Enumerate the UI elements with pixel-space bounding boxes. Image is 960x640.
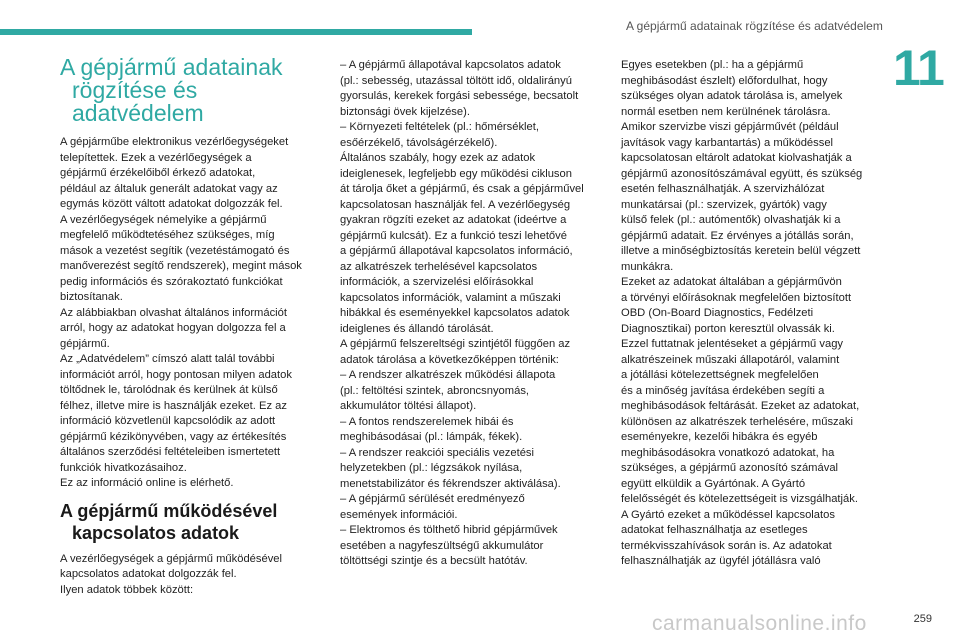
section-heading-line-2: rögzítése és adatvédelem bbox=[72, 77, 204, 126]
text-line: eseményekre, kezelői hibákra és egyéb bbox=[621, 431, 818, 443]
text-line: menetstabilizátor és fékrendszer aktiválása). bbox=[340, 477, 561, 490]
watermark-text: carmanualsonline.info bbox=[652, 612, 867, 635]
column-1 bbox=[60, 56, 322, 598]
text-line: gépjármű adatait. Ez érvényes a jótállás során, bbox=[621, 229, 854, 242]
text-line: helyzetekben (pl.: légzsákok nyílása, bbox=[340, 462, 523, 474]
text-line: felelősségét és kötelezettségeit is vizsgálhatják. bbox=[621, 493, 858, 505]
text-line: – A gépjármű állapotával kapcsolatos adatok bbox=[340, 59, 561, 71]
text-line: ideiglenes és állandó tárolását. bbox=[340, 322, 494, 335]
text-line: felhasználhatják az ügyfél jótállásra való bbox=[621, 555, 821, 567]
text-line: funkciók hivatkozásaihoz. bbox=[60, 461, 187, 474]
text-line: külső felek (pl.: autómentők) olvashatják ki a bbox=[621, 214, 841, 226]
text-line: Diagnosztikai) porton keresztül olvassák ki. bbox=[621, 322, 835, 335]
text-line: – A rendszer alkatrészek működési állapota bbox=[340, 369, 556, 381]
header-accent-bar bbox=[0, 29, 472, 35]
text-line: töltöttségi szintje és a becsült hatótáv. bbox=[340, 555, 528, 567]
text-line: A gépjárműbe elektronikus vezérlőegységeket bbox=[60, 136, 289, 148]
text-line: Ilyen adatok többek között: bbox=[60, 583, 194, 596]
text-line: a gépjármű állapotával kapcsolatos információ, bbox=[340, 245, 573, 257]
column-3 bbox=[621, 58, 887, 570]
section-heading bbox=[60, 56, 322, 125]
text-line: és a minőség javítása érdekében segíti a bbox=[621, 384, 825, 397]
text-line: (pl.: feltöltési szintek, abroncsnyomás, bbox=[340, 384, 530, 397]
text-line: munkákra. bbox=[621, 260, 674, 273]
text-line: A vezérlőegységek némelyike a gépjármű bbox=[60, 213, 267, 226]
text-line: adatok tárolása a következőképpen történik: bbox=[340, 353, 559, 366]
text-line: gépjármű kézikönyvében, vagy az értékesítés bbox=[60, 430, 287, 443]
text-line: meghibásodásai (pl.: lámpák, fékek). bbox=[340, 431, 523, 443]
text-line: munkatársai (pl.: szervizek, gyártók) vagy bbox=[621, 198, 827, 211]
text-line: – Elektromos és tölthető hibrid gépjárművek bbox=[340, 524, 558, 536]
text-line: A gépjármű felszereltségi szintjétől függően az bbox=[340, 338, 571, 350]
text-line: esetén felhasználhatják. A szervizhálózat bbox=[621, 183, 825, 195]
text-line: kapcsolatos információk, valamint a műszaki bbox=[340, 291, 561, 304]
text-line: gyakran rögzíti ezeket az adatokat (ideértve a bbox=[340, 214, 567, 226]
text-line: szükséges, a gépjármű azonosító számával bbox=[621, 462, 839, 474]
text-line: Az „Adatvédelem” címszó alatt talál további bbox=[60, 353, 275, 365]
text-line: információt arról, hogy pontosan milyen adatok bbox=[60, 368, 292, 381]
text-line: különösen az alkatrészek terhelésére, műszaki bbox=[621, 415, 853, 428]
text-line: kapcsolatosan használják fel. A vezérlőegység bbox=[340, 198, 571, 211]
text-line: Ezeket az adatokat általában a gépjárművön bbox=[621, 276, 842, 288]
text-line: hibákkal és eseményekkel kapcsolatos adatok bbox=[340, 307, 570, 319]
text-line: illetve a minőségbiztosítás keretein belül végzett bbox=[621, 245, 861, 257]
text-line: át tárolja őket a gépjármű, és csak a gépjárművel bbox=[340, 183, 584, 195]
text-line: – A rendszer reakciói speciális vezetési bbox=[340, 446, 535, 459]
text-line: adatokat felhasználhatja az esetleges bbox=[621, 524, 808, 536]
text-line: ideiglenesek, legfeljebb egy működési cikluson bbox=[340, 167, 572, 180]
text-line: például az általuk generált adatokat vagy az bbox=[60, 182, 278, 195]
text-line: töltődnek le, tárolódnak és kerülnek át külső bbox=[60, 384, 278, 396]
page-number: 259 bbox=[913, 613, 932, 625]
text-line: pedig információs és szórakoztató funkciókat bbox=[60, 275, 283, 288]
text-line: Az alábbiakban olvashat általános információt bbox=[60, 306, 287, 319]
text-line: együtt elküldik a Gyártónak. A Gyártó bbox=[621, 477, 806, 490]
text-line: események információi. bbox=[340, 508, 458, 521]
text-line: biztosítanak. bbox=[60, 291, 123, 303]
text-line: gépjármű kulcsát). Ez a funkció teszi lehetővé bbox=[340, 229, 567, 242]
text-line: gépjármű. bbox=[60, 337, 110, 350]
text-line: Amikor szervizbe viszi gépjárművét (például bbox=[621, 121, 839, 133]
text-line: mások a vezetést segítik (vezetéstámogató és bbox=[60, 244, 290, 257]
text-line: egymás között váltott adatokat dolgozzák fel. bbox=[60, 198, 283, 210]
running-header-title: A gépjármű adatainak rögzítése és adatvédelem bbox=[626, 19, 883, 33]
text-line: információ közvetlenül kapcsolódik az adott bbox=[60, 415, 276, 427]
subsection-heading-line-2: kapcsolatos adatok bbox=[72, 522, 240, 543]
text-line: alkatrészeinek műszaki állapotáról, valamint bbox=[621, 353, 840, 366]
text-line: A Gyártó ezeket a működéssel kapcsolatos bbox=[621, 508, 835, 521]
text-line: telepítettek. Ezek a vezérlőegységek a bbox=[60, 151, 252, 164]
text-line: a törvényi előírásoknak megfelelően biztosított bbox=[621, 291, 852, 304]
text-line: meghibásodást észlelt) előfordulhat, hogy bbox=[621, 74, 828, 87]
subsection-heading-line-1: A gépjármű működésével bbox=[60, 500, 278, 521]
text-line: esetében a nagyfeszültségű akkumulátor bbox=[340, 539, 544, 552]
text-line: Általános szabály, hogy ezek az adatok bbox=[340, 152, 536, 164]
column-2 bbox=[340, 58, 606, 570]
text-line: (pl.: sebesség, utazással töltött idő, oldalirányú bbox=[340, 74, 572, 87]
text-line: akkumulátor töltési állapot). bbox=[340, 400, 477, 412]
text-line: szükséges olyan adatok tárolása is, amelyek bbox=[621, 90, 843, 102]
text-line: – Környezeti feltételek (pl.: hőmérséklet, bbox=[340, 121, 539, 133]
text-line: Ezzel futtatnak jelentéseket a gépjármű vagy bbox=[621, 338, 844, 350]
text-line: termékvisszahívások során is. Az adatokat bbox=[621, 539, 832, 552]
text-line: gépjármű érzékelőiből érkező adatokat, bbox=[60, 167, 256, 179]
text-line: – A fontos rendszerelemek hibái és bbox=[340, 415, 514, 428]
text-line: – A gépjármű sérülését eredményező bbox=[340, 493, 525, 505]
text-line: kapcsolatos adatokat dolgozzák fel. bbox=[60, 568, 237, 580]
text-line: A vezérlőegységek a gépjármű működésével bbox=[60, 552, 283, 565]
operation-data-paragraphs bbox=[60, 552, 322, 599]
text-line: OBD (On-Board Diagnostics, Fedélzeti bbox=[621, 307, 814, 319]
text-line: esőérzékelő, távolságérzékelő). bbox=[340, 136, 498, 149]
text-line: meghibásodások feltárását. Ezeket az adatokat, bbox=[621, 400, 860, 412]
text-line: megfelelő működtetéséhez szükséges, míg bbox=[60, 229, 275, 241]
text-line: általános szerződési feltételeiben ismertetett bbox=[60, 446, 281, 458]
text-line: félhez, illetve mire is használják ezeket. Ez az bbox=[60, 399, 287, 412]
text-line: gyorsulás, kerekek forgási sebessége, becsatolt bbox=[340, 90, 579, 102]
text-line: Ez az információ online is elérhető. bbox=[60, 477, 234, 489]
text-line: a jótállási kötelezettségnek megfelelően bbox=[621, 369, 819, 381]
text-line: meghibásodásokra vonatkozó adatokat, ha bbox=[621, 446, 835, 459]
text-line: Egyes esetekben (pl.: ha a gépjármű bbox=[621, 59, 804, 71]
text-line: javítások vagy karbantartás) a működéssel bbox=[621, 136, 834, 149]
text-line: manőverezést segítő rendszerek), megint mások bbox=[60, 260, 302, 272]
text-line: információk, a szervizelési előírásokkal bbox=[340, 276, 534, 288]
subsection-heading bbox=[60, 500, 322, 544]
text-line: az alkatrészek terhelésével kapcsolatos bbox=[340, 260, 538, 273]
text-line: kapcsolatosan eltárolt adatokat kiolvashatják a bbox=[621, 152, 852, 164]
text-line: biztonsági övek kijelzése). bbox=[340, 105, 470, 118]
text-line: gépjármű azonosítószámával együtt, és szükség bbox=[621, 167, 863, 180]
text-line: normál esetben nem kerülnének tárolásra. bbox=[621, 105, 831, 118]
text-line: arról, hogy az adatokat hogyan dolgozza fel a bbox=[60, 322, 286, 334]
section-heading-line-1: A gépjármű adatainak bbox=[60, 54, 283, 80]
chapter-number: 11 bbox=[893, 40, 944, 96]
intro-paragraphs bbox=[60, 135, 322, 492]
